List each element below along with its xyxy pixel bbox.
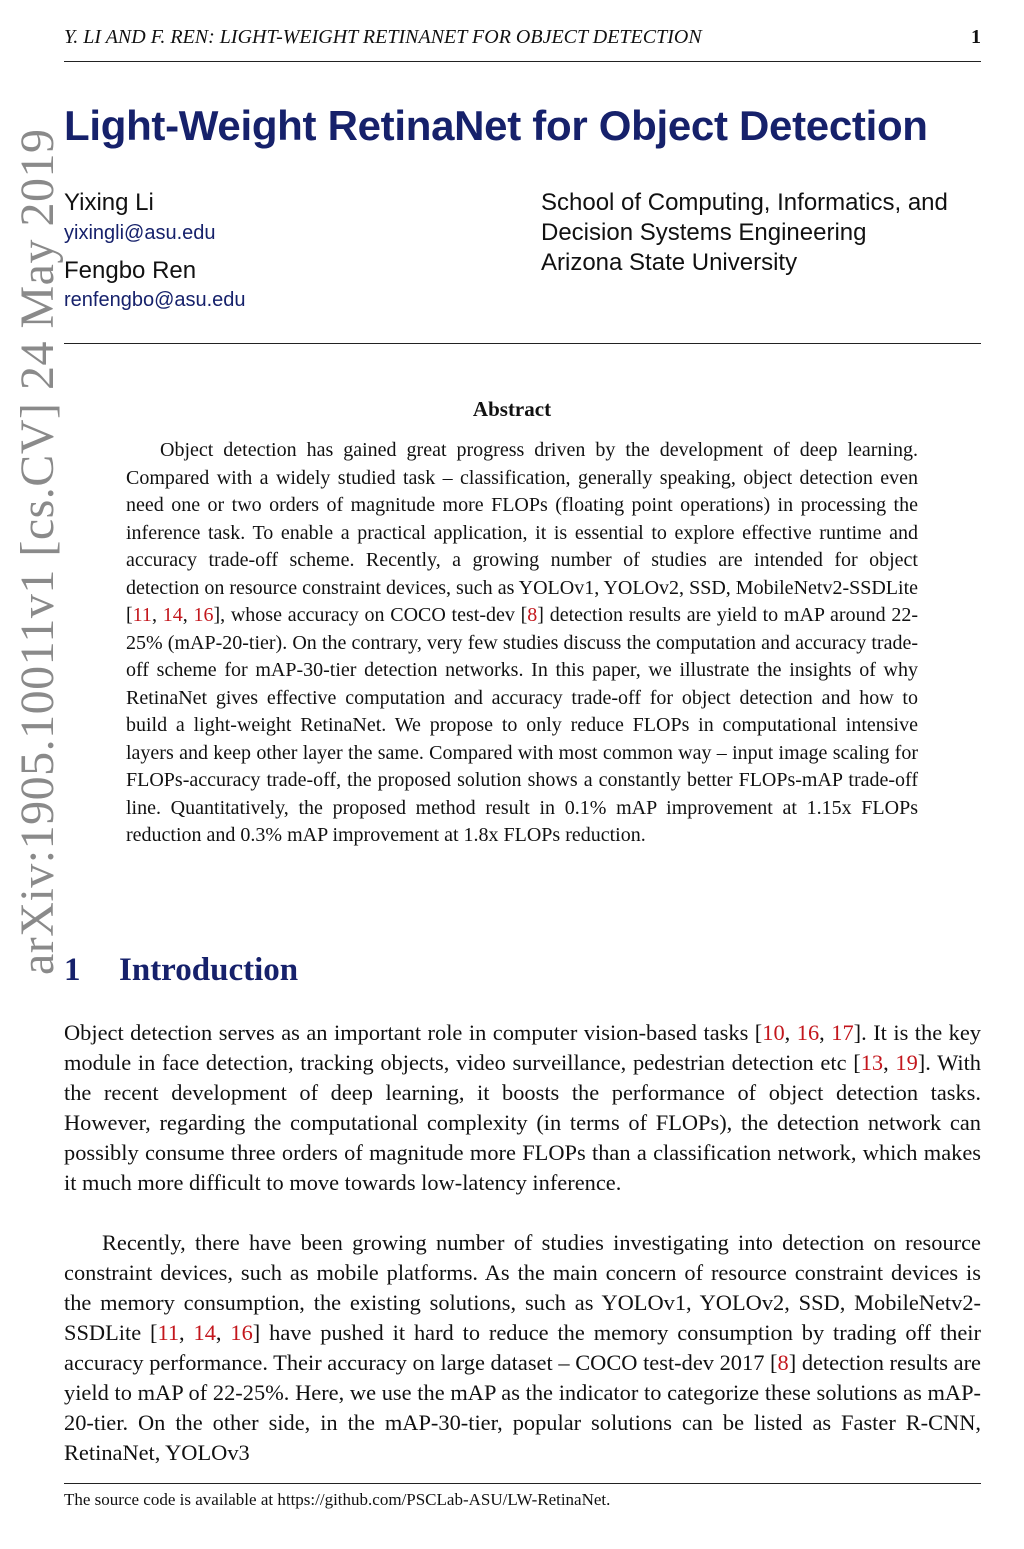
affiliation-line-1: School of Computing, Informatics, and [541, 189, 948, 216]
citation-separator: , [784, 1020, 797, 1045]
affiliation-line-3: Arizona State University [541, 249, 798, 276]
citation-link[interactable]: 11 [157, 1320, 180, 1345]
intro-paragraph-1 [64, 1018, 981, 1198]
footnote-rule [64, 1483, 981, 1484]
author-name-1: Yixing Li [64, 189, 154, 216]
affiliation-line-2: Decision Systems Engineering [541, 219, 867, 246]
citation-link[interactable]: 11 [132, 604, 152, 626]
arxiv-watermark: arXiv:1905.10011v1 [cs.CV] 24 May 2019 [11, 128, 64, 975]
citation-link[interactable]: 17 [831, 1020, 854, 1045]
citation-link[interactable]: 13 [860, 1050, 884, 1075]
abstract-text: ] detection results are yield to mAP around 22-25% (mAP-20-tier). On the contrary, very few studies discuss the computation and accuracy trade-off scheme for mAP-30-tier detection networks. In this paper, we illustrate the insights of why RetinaNet gives effective computation and accuracy trade-off for object detection and how to build a light-weight RetinaNet. We propose to only reduce FLOPs in computational intensive layers and keep other layer the same. Compared with most common way – input image scaling for FLOPs-accuracy trade-off, the proposed solution shows a constantly better FLOPs-mAP trade-off line. Quantitatively, the proposed method result in 0.1% mAP improvement at 1.15x FLOPs reduction and 0.3% mAP improvement at 1.8x FLOPs reduction. [126, 604, 918, 846]
abstract-body [126, 437, 918, 850]
citation-link[interactable]: 16 [796, 1020, 820, 1045]
abstract-text: ], whose accuracy on COCO test-dev [ [213, 604, 528, 626]
citation-link[interactable]: 14 [162, 604, 183, 626]
footnote: The source code is available at https://github.com/PSCLab-ASU/LW-RetinaNet. [64, 1490, 611, 1509]
intro-paragraph-2 [64, 1228, 981, 1468]
running-title: Y. LI AND F. REN: LIGHT-WEIGHT RETINANET FOR OBJECT DETECTION [64, 26, 702, 48]
section-heading [64, 952, 298, 989]
citation-separator: , [151, 604, 163, 626]
citation-separator: , [182, 604, 194, 626]
citation-link[interactable]: 16 [193, 604, 214, 626]
citation-separator: , [215, 1320, 231, 1345]
header-rule [64, 61, 981, 62]
paper-title: Light-Weight RetinaNet for Object Detection [64, 102, 928, 149]
abstract-heading: Abstract [472, 397, 552, 421]
body-text: ] detection results are yield to mAP of 22-25%. Here, we use the mAP as the indicator to categorize these solutions as mAP-20-tier. On the other side, in the mAP-30-tier, popular solutions can be listed as Faster R-CNN, RetinaNet, YOLOv3 [64, 1350, 981, 1465]
body-text: ]. It is the key module in face detection, tracking objects, video surveillance, pedestrian detection etc [ [64, 1020, 981, 1075]
citation-link[interactable]: 19 [895, 1050, 918, 1075]
body-text: ] have pushed it hard to reduce the memory consumption by trading off their accuracy performance. Their accuracy on large dataset – COCO test-dev 2017 [ [64, 1320, 981, 1375]
page-number: 1 [971, 26, 981, 48]
citation-link[interactable]: 8 [777, 1350, 789, 1375]
citation-separator: , [819, 1020, 832, 1045]
body-text: ]. With the recent development of deep learning, it boosts the performance of object detection tasks. However, regarding the computational complexity (in terms of FLOPs), the detection network can possibly consume three orders of magnitude more FLOPs than a classification network, which makes it much more difficult to move towards low-latency inference. [64, 1050, 981, 1195]
running-head [64, 26, 981, 56]
author-email-1[interactable]: yixingli@asu.edu [64, 222, 216, 244]
author-email-2[interactable]: renfengbo@asu.edu [64, 289, 246, 311]
section-number: 1 [64, 952, 81, 988]
title-block-rule [64, 343, 981, 344]
body-text: Recently, there have been growing number of studies investigating into detection on resource constraint devices, such as mobile platforms. As the main concern of resource constraint devices is the memory consumption, the existing solutions, such as YOLOv1, YOLOv2, SSD, MobileNetv2-SSDLite [ [64, 1230, 981, 1345]
author-name-2: Fengbo Ren [64, 257, 197, 284]
citation-separator: , [179, 1320, 194, 1345]
citation-separator: , [883, 1050, 896, 1075]
section-title: Introduction [119, 952, 299, 988]
citation-link[interactable]: 8 [527, 604, 538, 626]
citation-link[interactable]: 10 [762, 1020, 785, 1045]
body-text: Object detection serves as an important role in computer vision-based tasks [ [64, 1020, 763, 1045]
abstract-text: Object detection has gained great progress driven by the development of deep learning. Compared with a widely studied task – classification, generally speaking, object detection even need one or two orders of magnitude more FLOPs (floating point operations) in processing the inference task. To enable a practical application, it is essential to explore effective runtime and accuracy trade-off scheme. Recently, a growing number of studies are intended for object detection on resource constraint devices, such as YOLOv1, YOLOv2, SSD, MobileNetv2-SSDLite [ [126, 439, 918, 626]
citation-link[interactable]: 14 [193, 1320, 216, 1345]
citation-link[interactable]: 16 [230, 1320, 253, 1345]
